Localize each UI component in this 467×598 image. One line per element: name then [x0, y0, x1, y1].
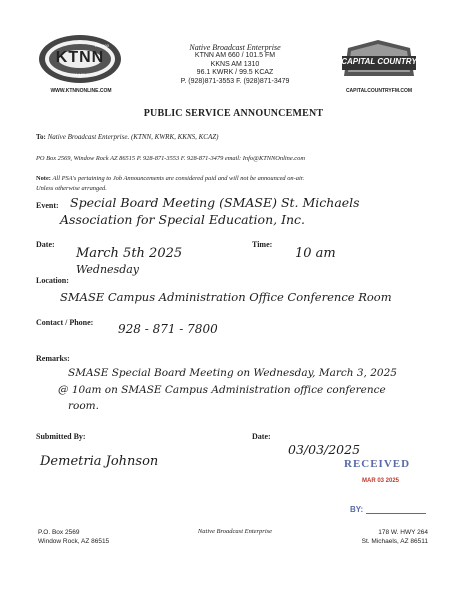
note-text-2: Unless otherwise arranged.: [36, 185, 107, 192]
header-info: [160, 43, 310, 86]
contact-value: 928 - 871 - 7800: [118, 322, 218, 336]
note-text-1: All PSA's pertaining to Job Announcements are considered paid and will not be announced on-air.: [52, 175, 305, 182]
note-block: [36, 174, 461, 194]
to-value: Native Broadcast Enterprise. (KTNN, KWRK, KKNS, KCAZ): [47, 133, 219, 141]
ktnn-logo: [38, 34, 122, 84]
footer-center: Native Broadcast Enterprise: [197, 528, 273, 535]
page-title: PUBLIC SERVICE ANNOUNCEMENT: [143, 108, 324, 119]
ktnn-url: WWW.KTNNONLINE.COM: [50, 88, 112, 94]
org-name: Native Broadcast Enterprise: [189, 43, 281, 52]
remarks-line-3: room.: [68, 400, 99, 412]
event-line-1: Special Board Meeting (SMASE) St. Michaels: [70, 195, 360, 210]
event-line-2: Association for Special Education, Inc.: [60, 212, 306, 227]
remarks-line-1: SMASE Special Board Meeting on Wednesday, March 3, 2025: [68, 367, 397, 379]
received-stamp: RECEIVED: [344, 458, 411, 470]
to-line: [36, 133, 456, 141]
ktnn-logo-text: KTNN: [55, 49, 105, 66]
submitted-by-signature: Demetria Johnson: [40, 454, 159, 469]
station-line-1: KTNN AM 660 / 101.5 FM: [194, 52, 276, 59]
date-value-1: March 5th 2025: [76, 246, 183, 261]
event-label: Event:: [36, 201, 59, 210]
station-line-4: P. (928)871-3553 F. (928)871-3479: [180, 77, 290, 85]
footer-right-line-1: 178 W. HWY 264: [378, 529, 428, 536]
date-value-2: Wednesday: [76, 263, 140, 276]
capital-country-logo: [338, 36, 420, 84]
time-value: 10 am: [295, 246, 336, 261]
station-line-3: 96.1 KWRK / 99.5 KCAZ: [196, 69, 274, 76]
date-label: Date:: [36, 240, 55, 249]
footer-left-line-1: P.O. Box 2569: [38, 529, 80, 536]
capital-country-url: CAPITALCOUNTRYFM.COM: [345, 88, 413, 94]
received-stamp-date: MAR 03 2025: [362, 478, 400, 484]
remarks-line-2: @ 10am on SMASE Campus Administration office conference: [58, 384, 386, 396]
footer-right-line-2: St. Michaels, AZ 86511: [361, 538, 428, 545]
remarks-label: Remarks:: [36, 354, 70, 363]
address-line: PO Box 2569, Window Rock AZ 86515 P. 928-871-3553 F. 928-871-3479 email: Info@KTNNOnline.com: [36, 155, 305, 162]
ktnn-logo-ring-top: AM 660: [95, 43, 109, 48]
note-label: Note:: [36, 175, 51, 182]
submitted-by-label: Submitted By:: [36, 432, 86, 441]
station-line-2: KKNS AM 1310: [210, 60, 260, 68]
to-label: To:: [36, 133, 46, 141]
footer-right: [348, 528, 428, 546]
location-value: SMASE Campus Administration Office Conference Room: [60, 290, 392, 304]
received-stamp-by: BY:: [350, 505, 364, 514]
capital-country-logo-text: CAPITAL COUNTRY: [341, 57, 417, 66]
submit-date-value: 03/03/2025: [288, 442, 361, 457]
footer-left-line-2: Window Rock, AZ 86515: [38, 538, 110, 545]
time-label: Time:: [252, 240, 273, 249]
footer-left: [38, 528, 109, 546]
location-label: Location:: [36, 276, 69, 285]
received-stamp-by-line: [366, 513, 426, 514]
submit-date-label: Date:: [252, 432, 271, 441]
contact-label: Contact / Phone:: [36, 318, 94, 327]
ktnn-logo-ring-bottom: FM 101.5: [71, 72, 89, 77]
